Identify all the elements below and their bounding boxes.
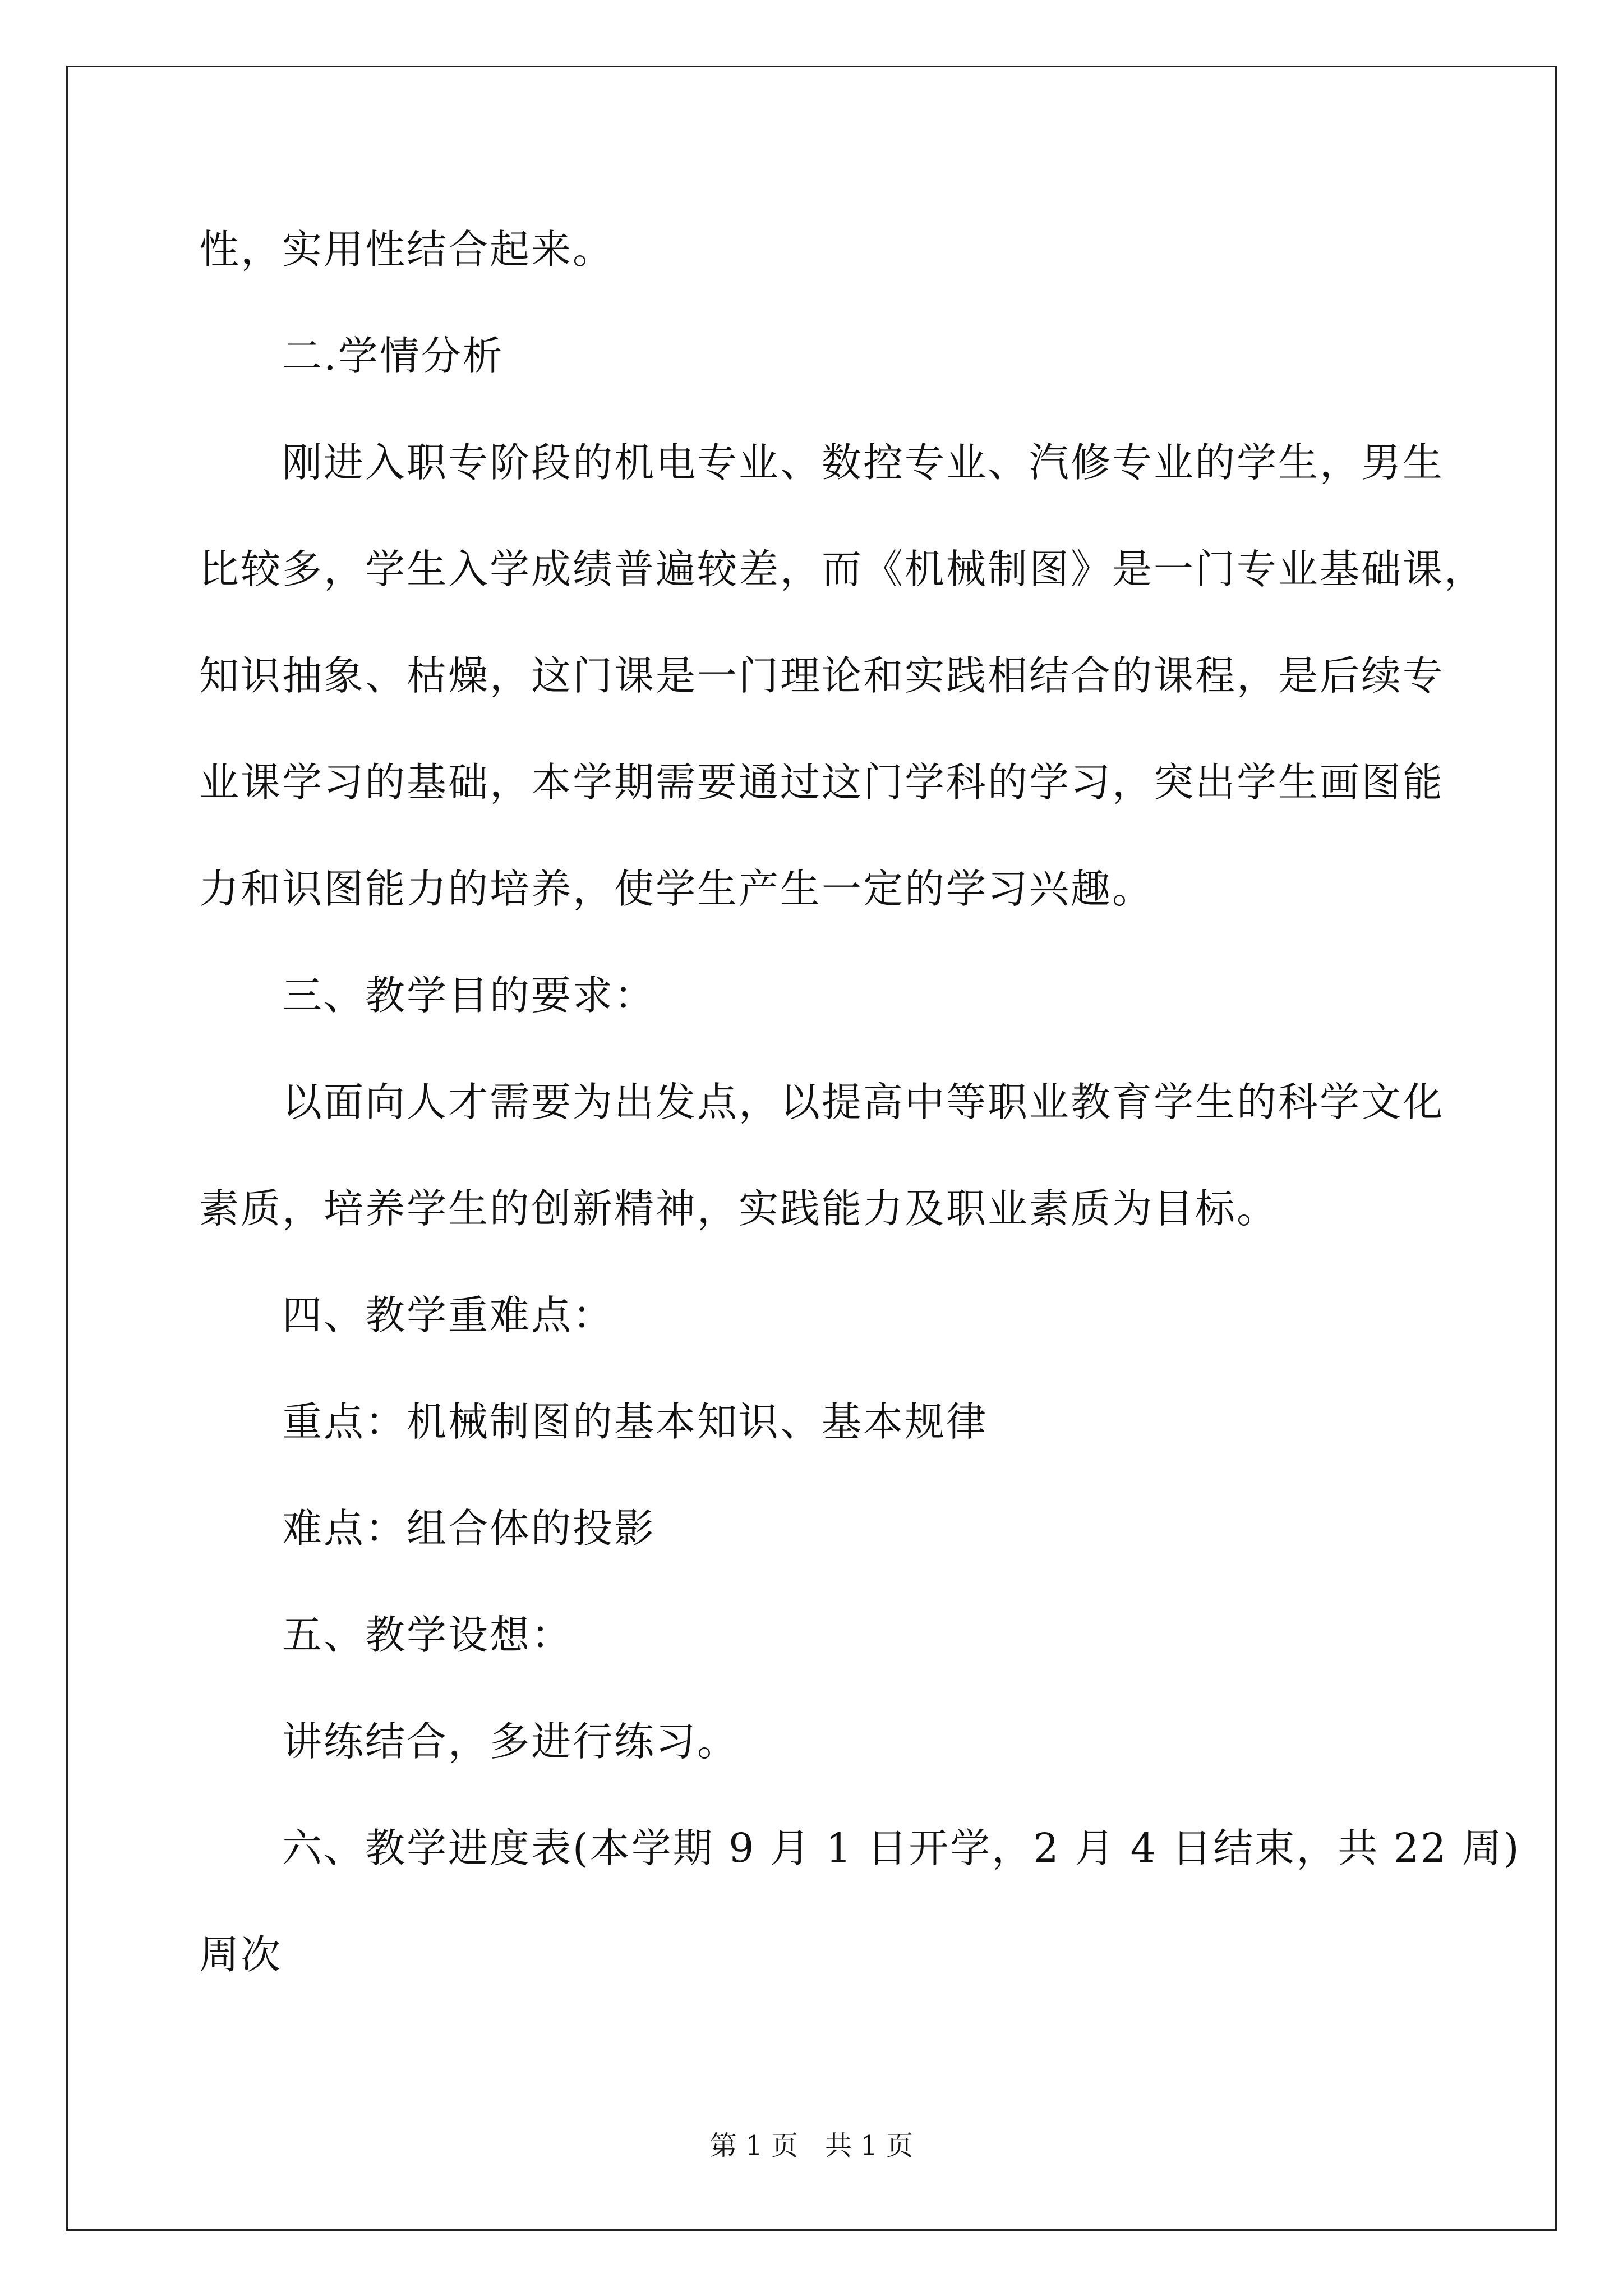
- text-line: 难点：组合体的投影: [282, 1505, 656, 1552]
- text-line: 讲练结合，多进行练习。: [282, 1718, 739, 1765]
- text-line: 素质，培养学生的创新精神，实践能力及职业素质为目标。: [199, 1185, 1279, 1232]
- text-line: 力和识图能力的培养，使学生产生一定的学习兴趣。: [199, 866, 1154, 912]
- text-line: 重点：机械制图的基本知识、基本规律: [282, 1398, 988, 1445]
- text-line: 知识抽象、枯燥，这门课是一门理论和实践相结合的课程，是后续专: [199, 652, 1445, 699]
- text-line: 五、教学设想：: [282, 1612, 573, 1658]
- text-line: 四、教学重难点：: [282, 1292, 615, 1338]
- text-line: 二.学情分析: [282, 333, 504, 379]
- document-body: [199, 219, 1521, 1986]
- text-line: 比较多，学生入学成绩普遍较差，而《机械制图》是一门专业基础课，: [199, 546, 1486, 592]
- text-line: 周次: [199, 1931, 283, 1978]
- text-line: 六、教学进度表(本学期 9 月 1 日开学，2 月 4 日结束，共 22 周): [282, 1825, 1521, 1871]
- text-line: 三、教学目的要求：: [282, 972, 656, 1019]
- text-line: 业课学习的基础，本学期需要通过这门学科的学习，突出学生画图能: [199, 759, 1445, 806]
- text-line: 以面向人才需要为出发点，以提高中等职业教育学生的科学文化: [282, 1079, 1445, 1125]
- text-line: 性，实用性结合起来。: [199, 226, 615, 273]
- text-line: 刚进入职专阶段的机电专业、数控专业、汽修专业的学生，男生: [282, 439, 1445, 486]
- page-number-footer: 第 1 页 共 1 页: [709, 2130, 914, 2161]
